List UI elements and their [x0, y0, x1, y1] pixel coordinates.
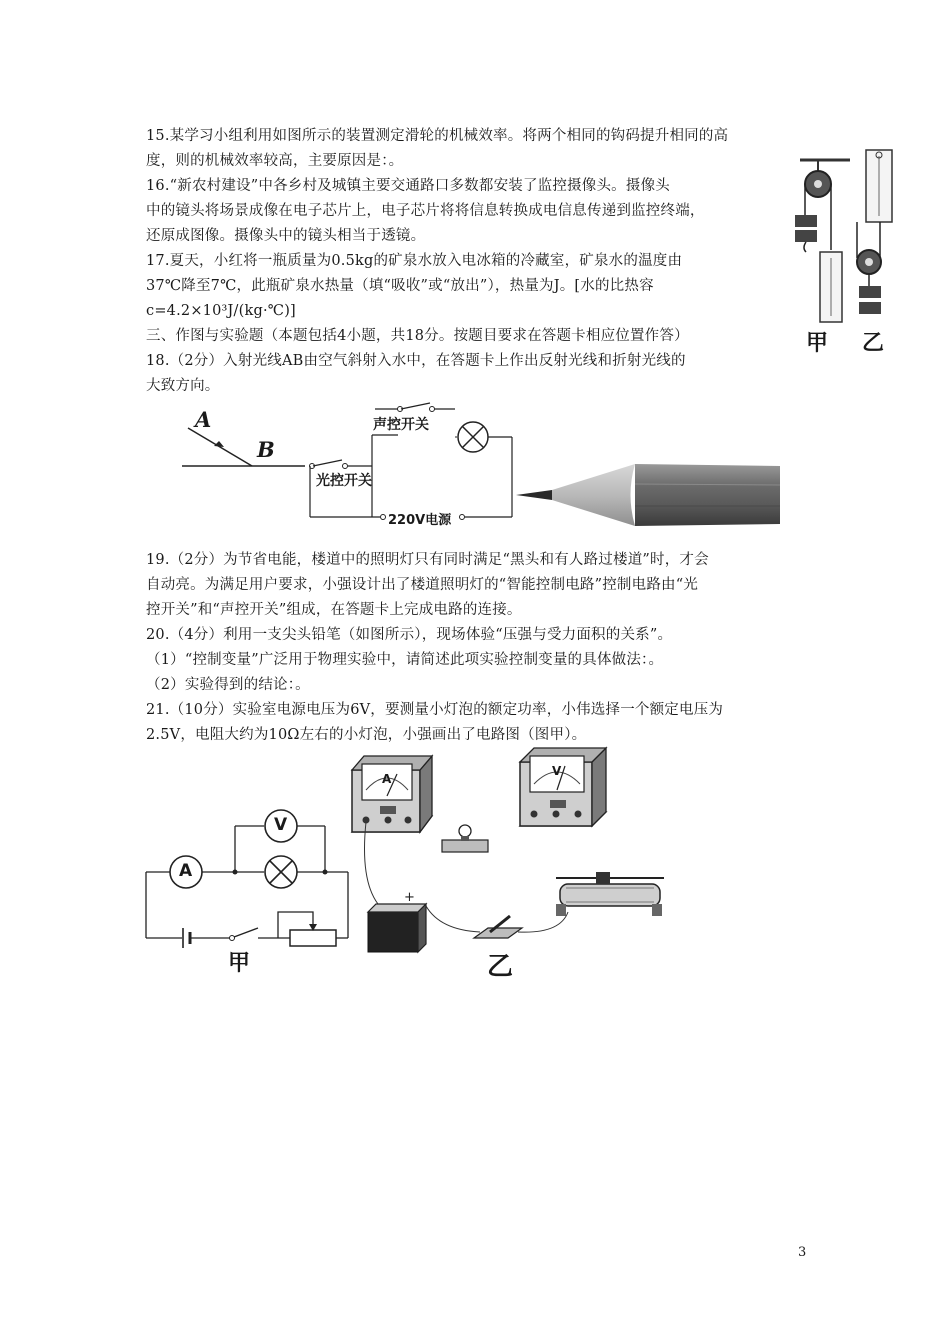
q21-line-1: 21.（10分）实验室电源电压为6V，要测量小灯泡的额定功率，小伟选择一个额定电压为: [146, 702, 724, 718]
q17-line-1: 17.夏天，小红将一瓶质量为0.5kg的矿泉水放入电冰箱的冷藏室，矿泉水的温度由: [146, 253, 683, 269]
apparatus-voltmeter-label: V: [552, 764, 562, 778]
q19-line-3: 控开关”和“声控开关”组成，在答题卡上完成电路的连接。: [146, 602, 522, 618]
power-source-label: 220V电源: [388, 513, 452, 528]
q16-line-3: 还原成图像。摄像头中的镜头相当于透镜。: [146, 228, 426, 244]
schematic-voltmeter-label: V: [274, 815, 288, 835]
section-three-heading: 三、作图与实验题（本题包括4小题，共18分。按题目要求在答题卡相应位置作答）: [146, 328, 689, 344]
ray-point-b: B: [257, 437, 275, 462]
pulley-label-yi: 乙: [862, 331, 885, 356]
ray-point-a: A: [195, 407, 212, 432]
q18-line-1: 18.（2分）入射光线AB由空气斜射入水中，在答题卡上作出反射光线和折射光线的: [146, 353, 686, 369]
pulley-label-jia: 甲: [806, 331, 829, 356]
q17-line-2: 37℃降至7℃，此瓶矿泉水热量（填“吸收”或“放出”），热量为J。[水的比热容: [146, 278, 654, 294]
q21-line-2: 2.5V，电阻大约为10Ω左右的小灯泡，小强画出了电路图（图甲）。: [146, 727, 587, 743]
q16-line-2: 中的镜头将场景成像在电子芯片上，电子芯片将将信息转换成电信息传递到监控终端，: [146, 203, 705, 219]
apparatus-label-yi: 乙: [487, 952, 514, 982]
svg-text:+: +: [404, 890, 415, 905]
q15-line-2: 度，则的机械效率较高，主要原因是：。: [146, 153, 404, 169]
q15-line-1: 15.某学习小组利用如图所示的装置测定滑轮的机械效率。将两个相同的钩码提升相同的高: [146, 128, 729, 144]
q18-line-2: 大致方向。: [146, 378, 220, 394]
schematic-label-jia: 甲: [228, 951, 251, 976]
q17-line-3: c=4.2×10³J/(kg·℃)]: [146, 303, 296, 319]
page-number: 3: [798, 1245, 807, 1260]
schematic-ammeter-label: A: [179, 861, 193, 881]
q20-part-2: （2）实验得到的结论：。: [146, 677, 310, 693]
q16-line-1: 16.“新农村建设”中各乡村及城镇主要交通路口多数都安装了监控摄像头。摄像头: [146, 178, 670, 194]
apparatus-ammeter-label: A: [382, 772, 392, 786]
light-switch-label: 光控开关: [316, 473, 372, 489]
q19-line-1: 19.（2分）为节省电能，楼道中的照明灯只有同时满足“黑头和有人路过楼道”时，才会: [146, 552, 709, 568]
q20-part-1: （1）“控制变量”广泛用于物理实验中，请简述此项实验控制变量的具体做法：。: [146, 652, 664, 668]
q20-line-1: 20.（4分）利用一支尖头铅笔（如图所示），现场体验“压强与受力面积的关系”。: [146, 627, 673, 643]
sound-switch-label: 声控开关: [373, 417, 429, 433]
q19-line-2: 自动亮。为满足用户要求，小强设计出了楼道照明灯的“智能控制电路”控制电路由“光: [146, 577, 699, 593]
